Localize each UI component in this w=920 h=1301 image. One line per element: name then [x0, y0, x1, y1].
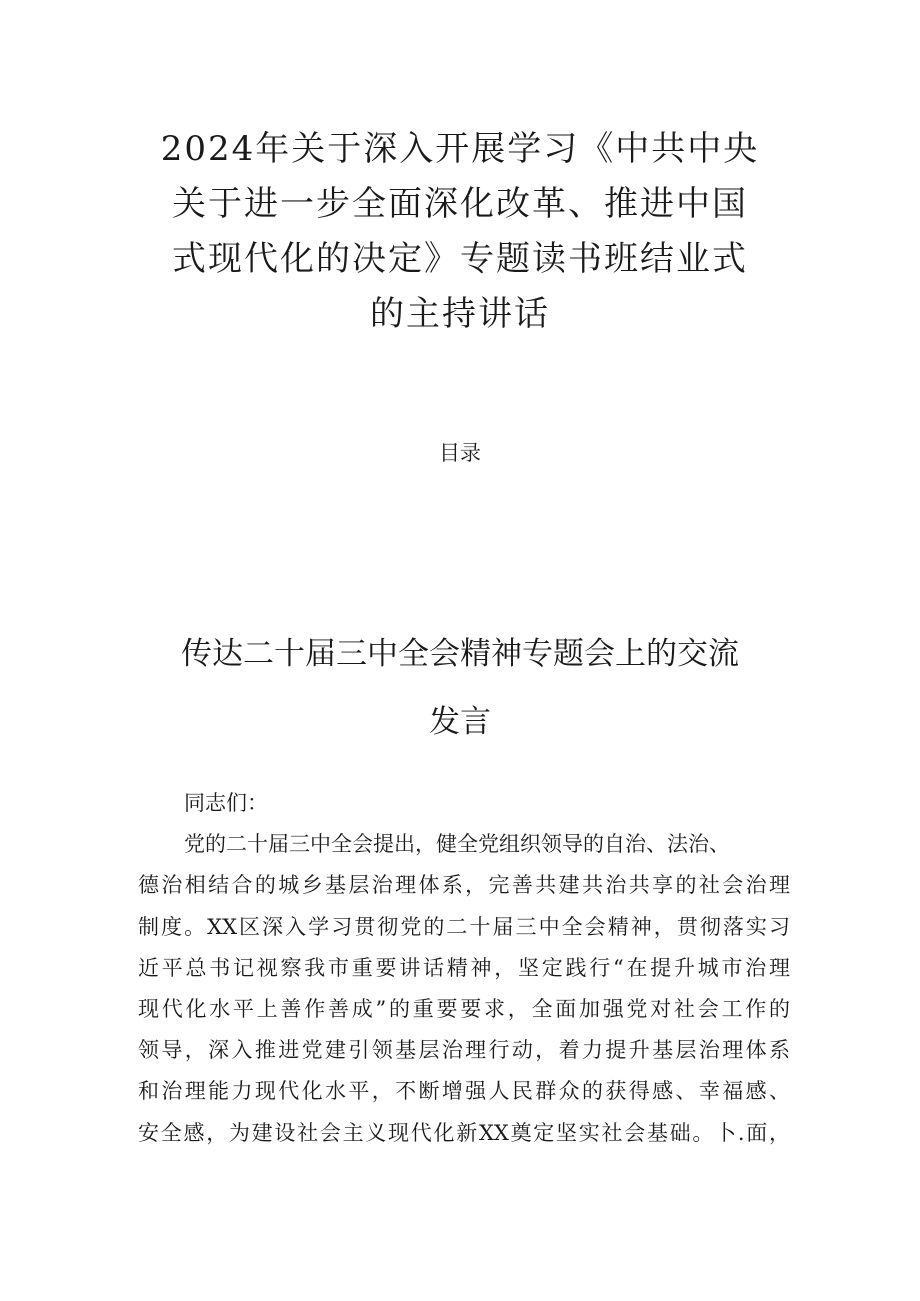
section-title-line: 发言: [429, 704, 491, 740]
paragraph-line: 领导，深入推进党建引领基层治理行动，着力提升基层治理体系: [138, 1038, 790, 1063]
section-title: [140, 620, 780, 756]
document-title: [140, 122, 780, 342]
paragraph-line: 制度。XX区深入学习贯彻党的二十届三中全会精神，贯彻落实习: [138, 914, 790, 939]
paragraph-line: 近平总书记视察我市重要讲话精神，坚定践行“在提升城市治理: [138, 955, 790, 980]
document-title-line: 关于进一步全面深化改革、推进中国: [172, 184, 748, 224]
document-title-line: 2024年关于深入开展学习《中共中央: [160, 129, 760, 169]
document-title-line: 式现代化的决定》专题读书班结业式: [172, 239, 748, 279]
salutation: 同志们：: [184, 791, 268, 815]
paragraph-line: 党的二十届三中全会提出，健全党组织领导的自治、法治、: [184, 832, 730, 857]
document-title-line: 的主持讲话: [370, 294, 550, 334]
paragraph-line: 和治理能力现代化水平，不断增强人民群众的获得感、幸福感、: [138, 1079, 790, 1104]
section-body: [138, 783, 790, 1154]
paragraph-line: 安全感，为建设社会主义现代化新XX奠定坚实社会基础。卜.面，: [138, 1120, 790, 1145]
paragraph-line: 现代化水平上善作善成”的重要要求，全面加强党对社会工作的: [138, 996, 790, 1021]
section-title-line: 传达二十届三中全会精神专题会上的交流: [181, 636, 739, 672]
paragraph-line: 德治相结合的城乡基层治理体系，完善共建共治共享的社会治理: [138, 873, 790, 898]
toc-heading: 目录: [439, 441, 481, 465]
